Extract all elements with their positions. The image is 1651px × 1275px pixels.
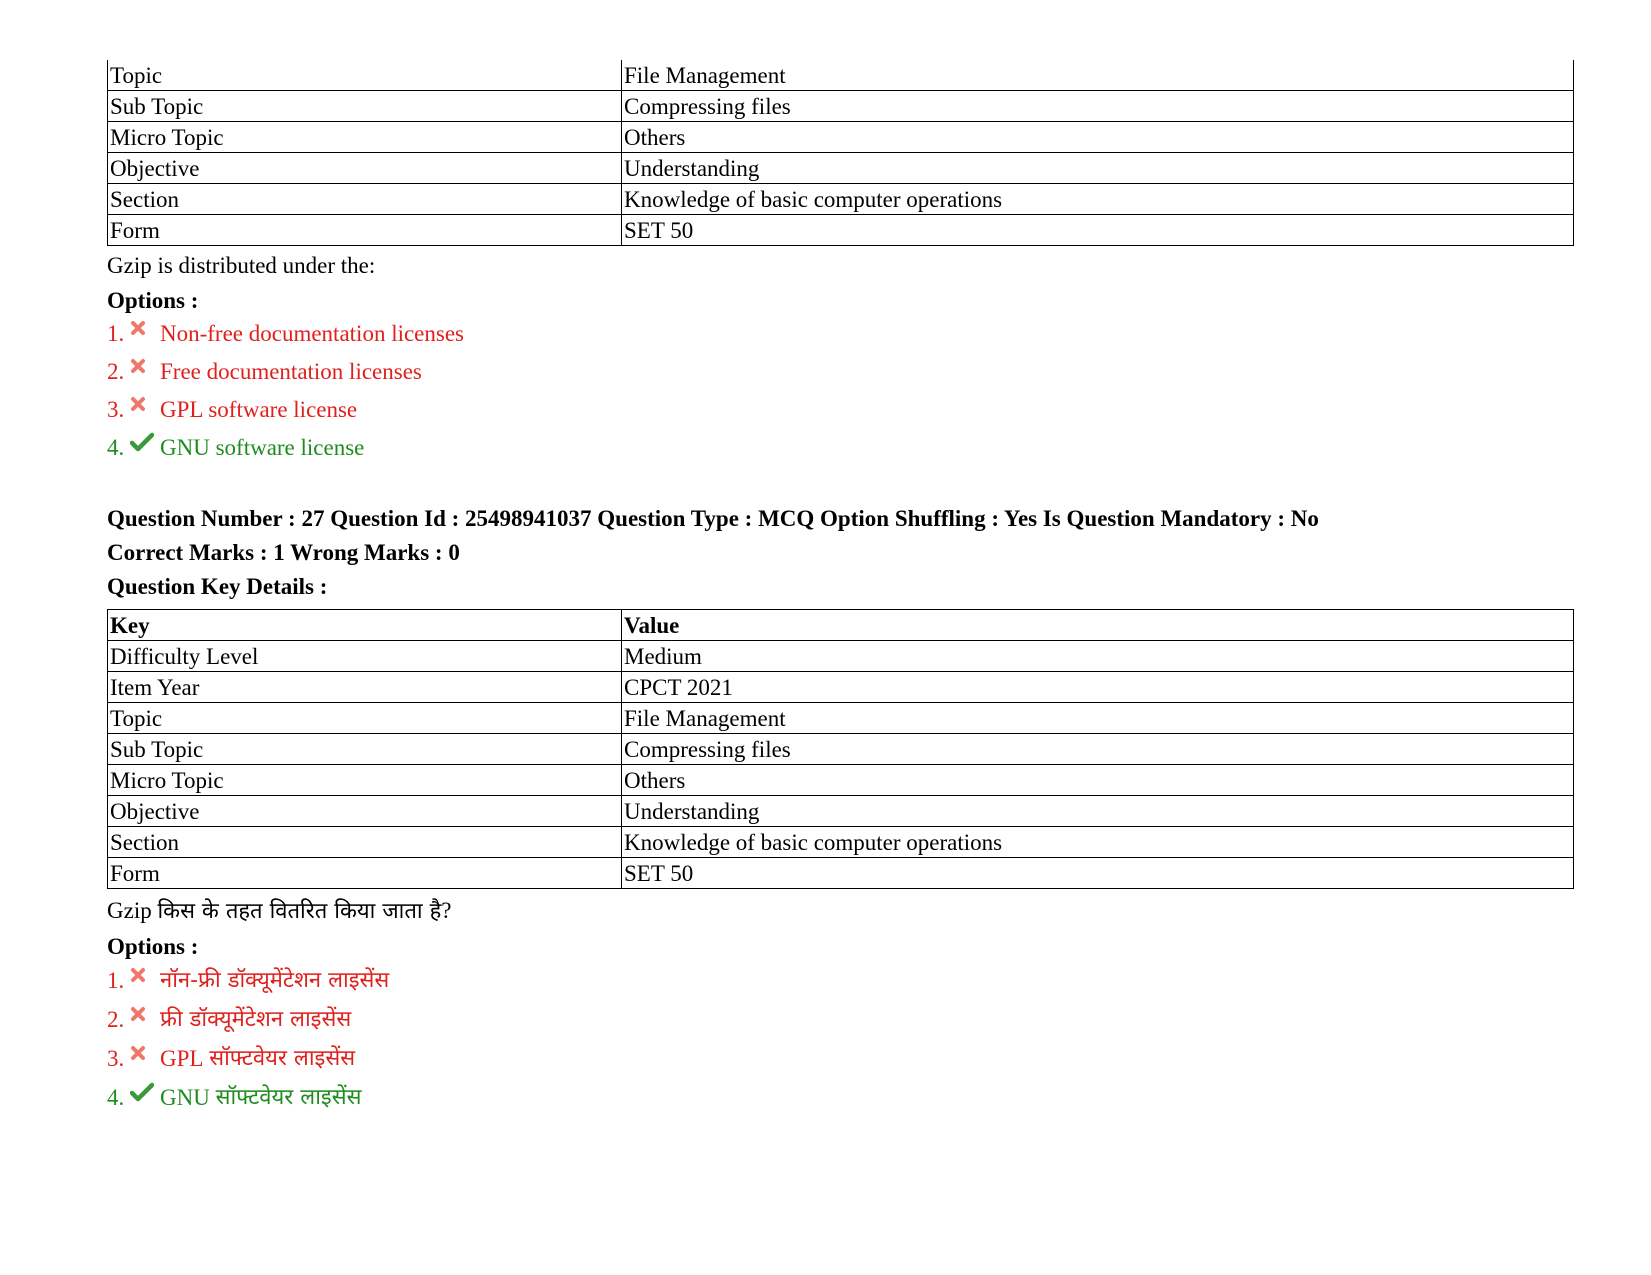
option-number: 2. [107,1006,125,1032]
table-row [108,184,1574,215]
question-text-english: Gzip is distributed under the: [107,253,376,278]
option-text: GPL software license [160,397,358,422]
value-cell: Others [622,765,1574,796]
table-row [108,765,1574,796]
option-number: 1. [107,967,125,993]
question-hindi: किस के तहत वितरित किया जाता है [157,899,442,924]
option-1 [107,315,1577,353]
table-header-row [108,610,1574,641]
question-header: Question Number : 27 Question Id : 25498941037 Question Type : MCQ Option Shuffling : Yes Is Question Mandatory : No [107,506,1319,531]
table-row [108,91,1574,122]
key-cell: Topic [108,703,622,734]
cross-icon [130,396,160,412]
value-cell: SET 50 [622,215,1574,246]
table-row [108,215,1574,246]
key-cell: Form [108,858,622,889]
value-cell: Understanding [622,153,1574,184]
key-cell: Sub Topic [108,734,622,765]
option-number: 4. [107,1084,125,1110]
document-page [107,60,1577,1117]
cross-icon [130,1006,160,1022]
key-cell: Micro Topic [108,122,622,153]
option-text-hindi: सॉफ्टवेयर लाइसेंस [215,1084,362,1110]
key-details-label: Question Key Details : [107,574,328,599]
value-cell: Knowledge of basic computer operations [622,184,1574,215]
column-header-key: Key [108,610,622,641]
option-number: 2. [107,359,125,384]
option-text: Free documentation licenses [160,359,422,384]
value-cell: Medium [622,641,1574,672]
table-row [108,796,1574,827]
options-label: Options : [107,934,199,959]
option-number: 3. [107,1045,125,1071]
key-cell: Objective [108,796,622,827]
cross-icon [130,967,160,983]
value-cell: Others [622,122,1574,153]
option-text-hindi: सॉफ्टवेयर लाइसेंस [209,1045,356,1071]
option-4 [107,1078,1577,1117]
options-label: Options : [107,288,199,313]
value-cell: SET 50 [622,858,1574,889]
question-prefix: Gzip [107,898,152,923]
option-text-hindi: फ्री डॉक्यूमेंटेशन लाइसेंस [160,1006,352,1032]
option-3 [107,391,1577,429]
key-cell: Topic [108,60,622,91]
table-row [108,122,1574,153]
marks-line: Correct Marks : 1 Wrong Marks : 0 [107,540,460,565]
option-number: 3. [107,397,125,422]
option-3 [107,1039,1577,1078]
option-2 [107,1000,1577,1039]
option-number: 4. [107,435,125,460]
cross-icon [130,358,160,374]
option-number: 1. [107,321,125,346]
value-cell: File Management [622,703,1574,734]
value-cell: Compressing files [622,91,1574,122]
table-row [108,858,1574,889]
key-cell: Section [108,184,622,215]
key-details-table-1 [107,60,1574,246]
option-text: GNU software license [160,435,365,460]
table-row [108,60,1574,91]
option-text-latin: GPL [160,1045,204,1071]
option-2 [107,353,1577,391]
option-text-hindi: नॉन-फ्री डॉक्यूमेंटेशन लाइसेंस [160,967,390,993]
key-cell: Item Year [108,672,622,703]
column-header-value: Value [622,610,1574,641]
key-cell: Sub Topic [108,91,622,122]
option-4 [107,429,1577,467]
value-cell: Compressing files [622,734,1574,765]
table-row [108,703,1574,734]
key-details-table-2 [107,609,1574,889]
table-row [108,672,1574,703]
option-text: Non-free documentation licenses [160,321,464,346]
key-cell: Form [108,215,622,246]
table-row [108,734,1574,765]
check-icon [130,432,160,452]
value-cell: Knowledge of basic computer operations [622,827,1574,858]
option-1 [107,961,1577,1000]
question-suffix: ? [441,898,452,923]
key-cell: Objective [108,153,622,184]
table-row [108,641,1574,672]
question-text-hindi [107,897,1577,926]
cross-icon [130,1045,160,1061]
table-row [108,827,1574,858]
option-text-latin: GNU [160,1084,210,1110]
key-cell: Micro Topic [108,765,622,796]
value-cell: Understanding [622,796,1574,827]
check-icon [130,1082,160,1102]
cross-icon [130,320,160,336]
key-cell: Section [108,827,622,858]
table-row [108,153,1574,184]
value-cell: File Management [622,60,1574,91]
value-cell: CPCT 2021 [622,672,1574,703]
key-cell: Difficulty Level [108,641,622,672]
